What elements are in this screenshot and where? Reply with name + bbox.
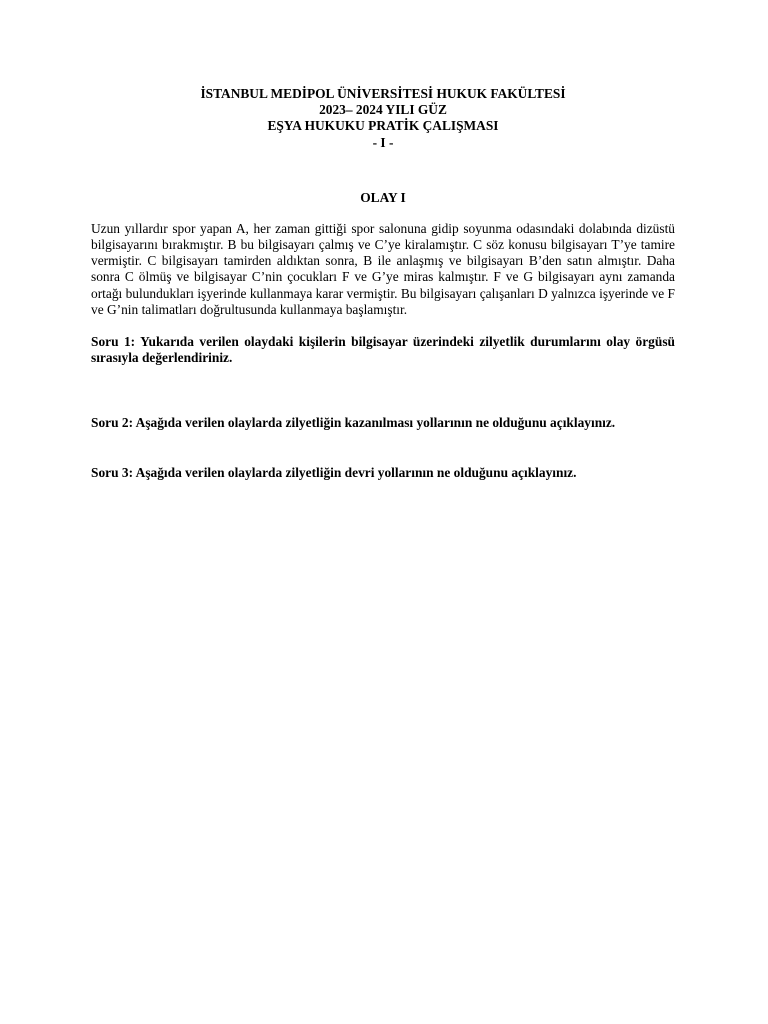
question-3: Soru 3: Aşağıda verilen olaylarda zilyetliğin devri yollarının ne olduğunu açıklayınız. <box>91 464 577 480</box>
header-course: EŞYA HUKUKU PRATİK ÇALIŞMASI <box>267 118 499 134</box>
header-term: 2023– 2024 YILI GÜZ <box>319 102 447 118</box>
header-number: - I - <box>372 134 394 150</box>
case-text: Uzun yıllardır spor yapan A, her zaman gittiği spor salonuna gidip soyunma odasındaki dolabında dizüstü bilgisayarını bırakmıştır. B bu bilgisayarı çalmış ve C’ye kiralamıştır. C söz konusu bilgisayarı T’ye tamire vermiştir. C bilgisayarı tamirden aldıktan sonra, B ile anlaşmış ve bilgisayarı B’den satın almıştır. Daha sonra C ölmüş ve bilgisayar C’nin çocukları F ve G’ye miras kalmıştır. F ve G bilgisayarı aynı zamanda ortağı bulundukları işyerinde kullanmaya karar vermiştir. Bu bilgisayarı çalışanları D yalnızca işyerinde ve F ve G’nin talimatları doğrultusunda kullanmaya başlamıştır. <box>91 220 675 317</box>
header-university: İSTANBUL MEDİPOL ÜNİVERSİTESİ HUKUK FAKÜLTESİ <box>200 86 566 101</box>
question-1: Soru 1: Yukarıda verilen olaydaki kişilerin bilgisayar üzerindeki zilyetlik durumlarını olay örgüsü sırasıyla değerlendiriniz. <box>91 334 675 366</box>
document-page <box>91 86 675 481</box>
case-title: OLAY I <box>360 189 406 205</box>
question-2: Soru 2: Aşağıda verilen olaylarda zilyetliğin kazanılması yollarının ne olduğunu açıklayınız. <box>91 415 616 431</box>
document-header <box>91 86 675 151</box>
